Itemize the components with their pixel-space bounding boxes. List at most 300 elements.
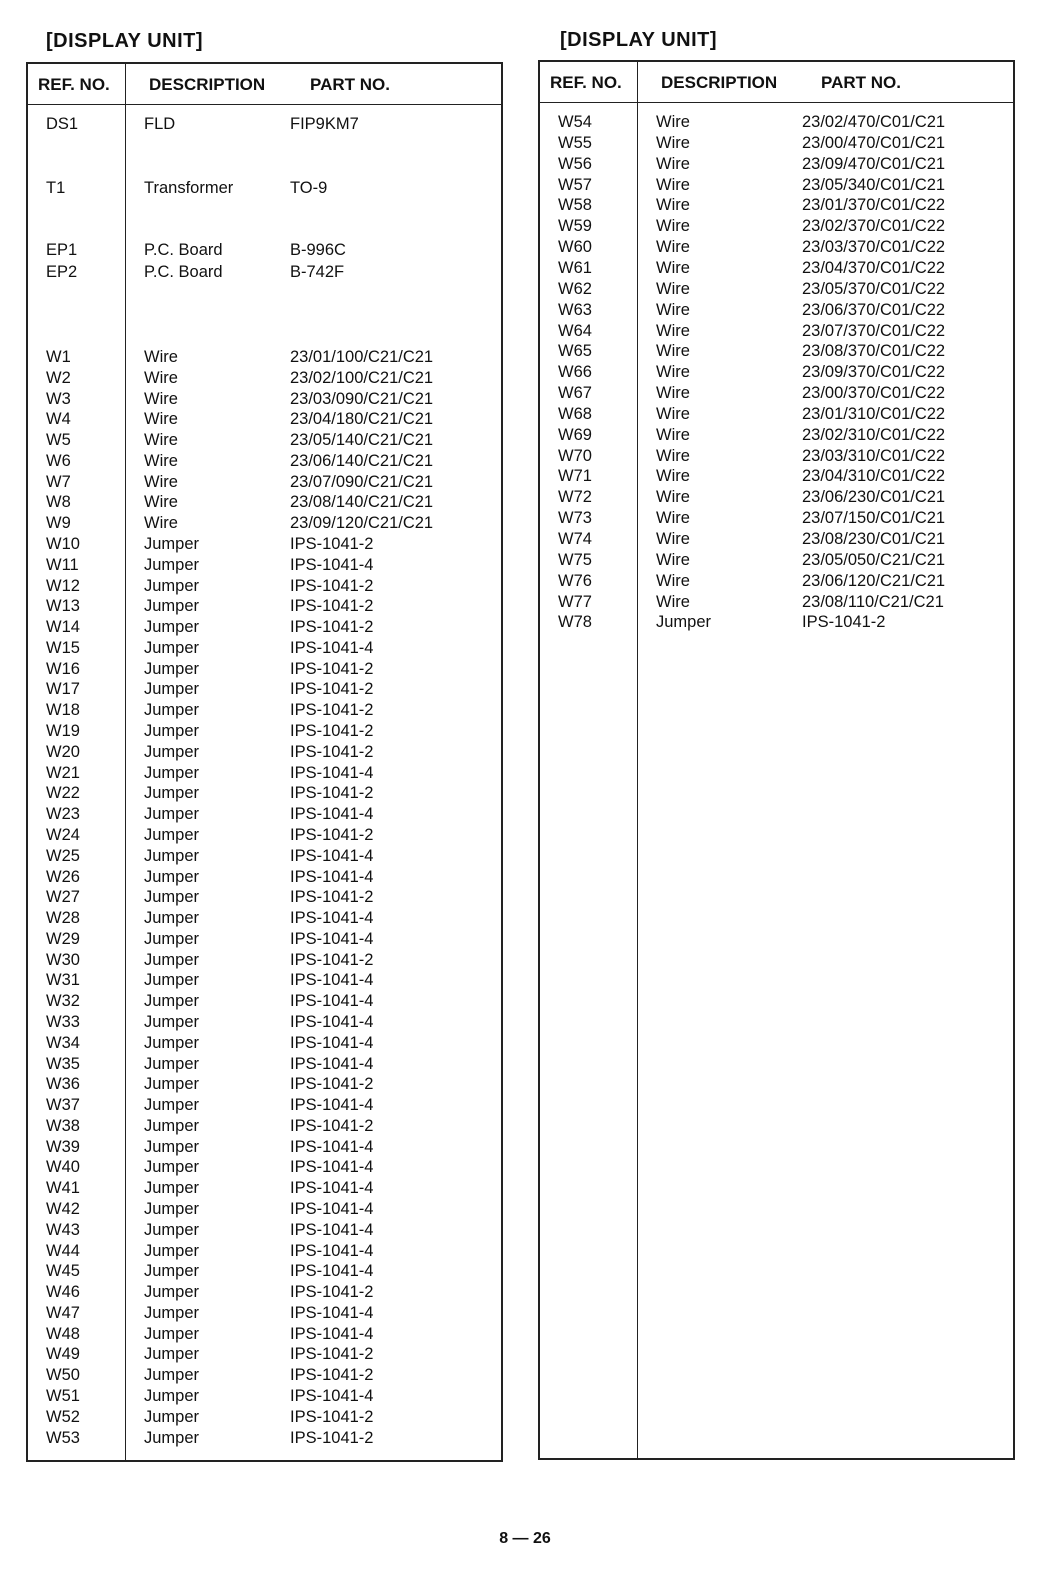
table-row [28, 1095, 501, 1116]
part-no-cell: IPS-1041-2 [290, 888, 374, 907]
description-cell: Jumper [144, 929, 200, 948]
table-row [28, 1012, 501, 1033]
table-row [28, 950, 501, 971]
table-row [28, 1324, 501, 1345]
table-row [28, 1199, 501, 1220]
table-row [28, 659, 501, 680]
part-no-cell: 23/02/370/C01/C22 [802, 217, 946, 236]
left-section-title: [DISPLAY UNIT] [46, 30, 204, 52]
description-cell: Wire [656, 592, 690, 611]
part-no-cell: 23/01/310/C01/C22 [802, 404, 946, 423]
part-no-cell: B-996C [290, 241, 346, 259]
ref-no-cell: W21 [46, 763, 80, 782]
ref-no-cell: W33 [46, 1012, 80, 1031]
part-no-cell: IPS-1041-2 [802, 613, 886, 632]
part-no-cell: IPS-1041-4 [290, 1158, 374, 1177]
description-cell: Jumper [144, 1303, 200, 1322]
ref-no-cell: W10 [46, 535, 80, 554]
description-cell: Jumper [144, 846, 200, 865]
part-no-cell: 23/03/090/C21/C21 [290, 389, 434, 408]
part-no-cell: IPS-1041-2 [290, 535, 374, 554]
description-cell: Jumper [144, 742, 200, 761]
part-no-cell: 23/03/310/C01/C22 [802, 446, 946, 465]
part-no-cell: IPS-1041-4 [290, 555, 374, 574]
part-no-cell: 23/06/120/C21/C21 [802, 571, 946, 590]
ref-no-cell: W60 [558, 238, 592, 257]
description-cell: Jumper [144, 1262, 200, 1281]
ref-no-cell: W48 [46, 1324, 80, 1343]
description-cell: Wire [144, 493, 178, 512]
description-cell: Jumper [144, 1158, 200, 1177]
ref-no-cell: W42 [46, 1199, 80, 1218]
table-row [540, 258, 1013, 279]
description-cell: Wire [656, 363, 690, 382]
ref-no-cell: W62 [558, 279, 592, 298]
table-row [28, 1261, 501, 1282]
table-row [28, 262, 501, 283]
table-row [540, 300, 1013, 321]
description-cell: Wire [656, 342, 690, 361]
part-no-cell: IPS-1041-2 [290, 784, 374, 803]
ref-no-cell: W56 [558, 154, 592, 173]
description-cell: Wire [144, 514, 178, 533]
description-cell: P.C. Board [144, 241, 223, 259]
table-row [28, 742, 501, 763]
table-row [540, 466, 1013, 487]
description-cell: Wire [656, 571, 690, 590]
table-row [28, 1054, 501, 1075]
table-row [540, 195, 1013, 216]
ref-no-cell: W30 [46, 950, 80, 969]
part-no-cell: IPS-1041-2 [290, 722, 374, 741]
description-cell: Wire [656, 509, 690, 528]
table-row [28, 347, 501, 368]
ref-no-cell: W61 [558, 258, 592, 277]
part-no-cell: 23/01/100/C21/C21 [290, 348, 434, 366]
table-row [28, 451, 501, 472]
part-no-cell: 23/04/310/C01/C22 [802, 467, 946, 486]
part-no-cell: 23/02/310/C01/C22 [802, 425, 946, 444]
ref-no-cell: W31 [46, 971, 80, 990]
ref-no-cell: W12 [46, 576, 80, 595]
part-no-cell: 23/07/150/C01/C21 [802, 509, 946, 528]
description-cell: Jumper [144, 701, 200, 720]
part-no-cell: 23/05/140/C21/C21 [290, 431, 434, 450]
part-no-cell: IPS-1041-2 [290, 1075, 374, 1094]
part-no-cell: 23/06/370/C01/C22 [802, 300, 946, 319]
part-no-cell: IPS-1041-4 [290, 1324, 374, 1343]
table-row [540, 529, 1013, 550]
part-no-cell: IPS-1041-4 [290, 1262, 374, 1281]
table-row [540, 216, 1013, 237]
description-cell: Jumper [144, 909, 200, 928]
part-no-cell: 23/05/050/C21/C21 [802, 550, 946, 569]
description-cell: Jumper [144, 1241, 200, 1260]
ref-no-cell: W32 [46, 992, 80, 1011]
ref-no-cell: W27 [46, 888, 80, 907]
part-no-cell: IPS-1041-2 [290, 1366, 374, 1385]
ref-no-cell: W25 [46, 846, 80, 865]
part-no-cell: IPS-1041-2 [290, 701, 374, 720]
description-cell: Jumper [144, 659, 200, 678]
ref-no-cell: W73 [558, 509, 592, 528]
table-row [28, 513, 501, 534]
description-cell: Wire [656, 217, 690, 236]
ref-no-cell: W7 [46, 472, 71, 491]
ref-no-cell: W2 [46, 368, 71, 387]
header-part-no: PART NO. [310, 75, 390, 94]
description-cell: Wire [656, 425, 690, 444]
ref-no-cell: W6 [46, 451, 71, 470]
ref-no-cell: W49 [46, 1345, 80, 1364]
right-section-title: [DISPLAY UNIT] [560, 29, 718, 51]
description-cell: Jumper [144, 1179, 200, 1198]
ref-no-cell: W4 [46, 410, 71, 429]
table-row [540, 321, 1013, 342]
description-cell: Jumper [144, 1033, 200, 1052]
description-cell: Jumper [144, 888, 200, 907]
table-row [540, 425, 1013, 446]
table-row [28, 1157, 501, 1178]
description-cell: Jumper [144, 763, 200, 782]
table-row [540, 112, 1013, 133]
description-cell: Jumper [144, 1054, 200, 1073]
part-no-cell: 23/07/370/C01/C22 [802, 321, 946, 340]
ref-no-cell: W28 [46, 909, 80, 928]
part-no-cell: IPS-1041-4 [290, 805, 374, 824]
description-cell: Jumper [144, 722, 200, 741]
part-no-cell: 23/05/370/C01/C22 [802, 279, 946, 298]
part-no-cell: IPS-1041-4 [290, 909, 374, 928]
description-cell: Wire [656, 467, 690, 486]
description-cell: Wire [656, 279, 690, 298]
ref-no-cell: W50 [46, 1366, 80, 1385]
part-no-cell: 23/06/140/C21/C21 [290, 451, 434, 470]
part-no-cell: 23/05/340/C01/C21 [802, 175, 946, 194]
table-row [28, 970, 501, 991]
table-row [28, 783, 501, 804]
part-no-cell: IPS-1041-2 [290, 576, 374, 595]
ref-no-cell: W14 [46, 618, 80, 637]
description-cell: Wire [656, 133, 690, 152]
part-no-cell: IPS-1041-2 [290, 1345, 374, 1364]
description-cell: Jumper [144, 867, 200, 886]
page-number: 8 — 26 [499, 1530, 551, 1547]
ref-no-cell: W5 [46, 431, 71, 450]
description-cell: Jumper [144, 535, 200, 554]
description-cell: Wire [656, 300, 690, 319]
part-no-cell: IPS-1041-4 [290, 1033, 374, 1052]
ref-no-cell: W38 [46, 1116, 80, 1135]
table-row [28, 1428, 501, 1449]
ref-no-cell: W40 [46, 1158, 80, 1177]
table-row [28, 114, 501, 135]
table-row [540, 154, 1013, 175]
table-row [540, 592, 1013, 613]
part-no-cell: B-742F [290, 263, 345, 281]
description-cell: Wire [656, 238, 690, 257]
table-row [28, 534, 501, 555]
table-row [28, 1178, 501, 1199]
table-row [540, 508, 1013, 529]
table-row [28, 617, 501, 638]
ref-no-cell: W19 [46, 722, 80, 741]
description-cell: Wire [656, 404, 690, 423]
description-cell: Jumper [144, 1199, 200, 1218]
table-row [28, 1074, 501, 1095]
ref-no-cell: W69 [558, 425, 592, 444]
description-cell: Wire [144, 389, 178, 408]
ref-no-cell: W23 [46, 805, 80, 824]
ref-no-cell: W35 [46, 1054, 80, 1073]
ref-no-cell: W45 [46, 1262, 80, 1281]
table-row [28, 825, 501, 846]
description-cell: Wire [656, 113, 690, 131]
table-row [28, 1386, 501, 1407]
ref-no-cell: W55 [558, 133, 592, 152]
description-cell: Jumper [144, 597, 200, 616]
description-cell: Wire [144, 348, 178, 366]
part-no-cell: IPS-1041-4 [290, 1137, 374, 1156]
description-cell: Jumper [144, 1283, 200, 1302]
description-cell: Jumper [144, 1428, 200, 1447]
description-cell: Jumper [144, 1407, 200, 1426]
part-no-cell: IPS-1041-4 [290, 971, 374, 990]
table-row [28, 596, 501, 617]
table-row [28, 638, 501, 659]
part-no-cell: 23/00/470/C01/C21 [802, 133, 946, 152]
header-description: DESCRIPTION [661, 73, 778, 92]
table-row [540, 341, 1013, 362]
ref-no-cell: W8 [46, 493, 71, 512]
ref-no-cell: W29 [46, 929, 80, 948]
description-cell: Wire [656, 175, 690, 194]
table-row [540, 550, 1013, 571]
header-ref-no: REF. NO. [38, 75, 110, 94]
part-no-cell: IPS-1041-2 [290, 1283, 374, 1302]
description-cell: Transformer [144, 179, 234, 197]
ref-no-cell: W77 [558, 592, 592, 611]
table-header [540, 62, 1013, 103]
table-row [28, 721, 501, 742]
ref-no-cell: W16 [46, 659, 80, 678]
table-row [28, 929, 501, 950]
part-no-cell: 23/07/090/C21/C21 [290, 472, 434, 491]
ref-no-cell: W78 [558, 613, 592, 632]
part-no-cell: IPS-1041-2 [290, 1407, 374, 1426]
ref-no-cell: W52 [46, 1407, 80, 1426]
table-row [28, 991, 501, 1012]
table-row [28, 1241, 501, 1262]
ref-no-cell: W57 [558, 175, 592, 194]
right-parts-table [538, 60, 1015, 1460]
part-no-cell: IPS-1041-2 [290, 1428, 374, 1447]
part-no-cell: IPS-1041-2 [290, 825, 374, 844]
table-row [28, 700, 501, 721]
ref-no-cell: W68 [558, 404, 592, 423]
part-no-cell: IPS-1041-4 [290, 1096, 374, 1115]
ref-no-cell: W41 [46, 1179, 80, 1198]
ref-no-cell: W9 [46, 514, 71, 533]
part-no-cell: 23/02/470/C01/C21 [802, 113, 946, 131]
description-cell: Jumper [656, 613, 712, 632]
table-row [28, 679, 501, 700]
header-part-no: PART NO. [821, 73, 901, 92]
part-no-cell: IPS-1041-4 [290, 638, 374, 657]
part-no-cell: 23/08/230/C01/C21 [802, 530, 946, 548]
part-no-cell: IPS-1041-2 [290, 659, 374, 678]
description-cell: Wire [144, 472, 178, 491]
description-cell: Jumper [144, 1220, 200, 1239]
description-cell: Jumper [144, 784, 200, 803]
description-cell: FLD [144, 115, 176, 133]
description-cell: Jumper [144, 1137, 200, 1156]
table-row [540, 446, 1013, 467]
part-no-cell: IPS-1041-4 [290, 1387, 374, 1405]
table-row [540, 383, 1013, 404]
header-ref-no: REF. NO. [550, 73, 622, 92]
ref-no-cell: W65 [558, 342, 592, 361]
description-cell: Jumper [144, 1366, 200, 1385]
ref-no-cell: W22 [46, 784, 80, 803]
part-no-cell: IPS-1041-4 [290, 867, 374, 886]
ref-no-cell: DS1 [46, 115, 79, 133]
part-no-cell: 23/04/370/C01/C22 [802, 258, 946, 277]
part-no-cell: IPS-1041-4 [290, 992, 374, 1011]
part-no-cell: IPS-1041-2 [290, 1116, 374, 1135]
table-row [540, 175, 1013, 196]
part-no-cell: IPS-1041-4 [290, 763, 374, 782]
part-no-cell: IPS-1041-2 [290, 618, 374, 637]
table-row [28, 1116, 501, 1137]
table-row [28, 1220, 501, 1241]
part-no-cell: IPS-1041-4 [290, 929, 374, 948]
table-row [540, 279, 1013, 300]
description-cell: Wire [656, 446, 690, 465]
table-row [540, 237, 1013, 258]
ref-no-cell: W26 [46, 867, 80, 886]
ref-no-cell: W15 [46, 638, 80, 657]
ref-no-cell: T1 [46, 179, 66, 197]
table-row [28, 178, 501, 199]
table-row [540, 362, 1013, 383]
description-cell: Jumper [144, 1116, 200, 1135]
table-row [28, 409, 501, 430]
part-no-cell: IPS-1041-4 [290, 1303, 374, 1322]
description-cell: Jumper [144, 576, 200, 595]
ref-no-cell: W74 [558, 530, 592, 548]
part-no-cell: 23/08/140/C21/C21 [290, 493, 434, 512]
ref-no-cell: W64 [558, 321, 592, 340]
part-no-cell: IPS-1041-4 [290, 846, 374, 865]
description-cell: Jumper [144, 1012, 200, 1031]
table-row [28, 1344, 501, 1365]
part-no-cell: 23/03/370/C01/C22 [802, 238, 946, 257]
ref-no-cell: W46 [46, 1283, 80, 1302]
part-no-cell: IPS-1041-4 [290, 1179, 374, 1198]
table-row [540, 133, 1013, 154]
table-row [28, 430, 501, 451]
description-cell: Wire [656, 196, 690, 215]
table-row [28, 867, 501, 888]
part-no-cell: IPS-1041-4 [290, 1241, 374, 1260]
ref-no-cell: W66 [558, 363, 592, 382]
part-no-cell: IPS-1041-2 [290, 680, 374, 699]
part-no-cell: IPS-1041-4 [290, 1220, 374, 1239]
table-row [28, 240, 501, 261]
ref-no-cell: W13 [46, 597, 80, 616]
ref-no-cell: W58 [558, 196, 592, 215]
description-cell: Wire [144, 410, 178, 429]
description-cell: Jumper [144, 1345, 200, 1364]
description-cell: Jumper [144, 555, 200, 574]
ref-no-cell: W11 [46, 555, 79, 574]
ref-no-cell: W75 [558, 550, 592, 569]
ref-no-cell: W34 [46, 1033, 80, 1052]
description-cell: Wire [656, 550, 690, 569]
ref-no-cell: W70 [558, 446, 592, 465]
description-cell: Wire [656, 258, 690, 277]
part-no-cell: IPS-1041-2 [290, 597, 374, 616]
description-cell: Jumper [144, 1075, 200, 1094]
left-parts-table [26, 62, 503, 1462]
table-row [28, 1282, 501, 1303]
description-cell: Wire [144, 431, 178, 450]
part-no-cell: IPS-1041-4 [290, 1199, 374, 1218]
table-row [28, 1365, 501, 1386]
ref-no-cell: W76 [558, 571, 592, 590]
description-cell: Jumper [144, 638, 200, 657]
part-no-cell: IPS-1041-4 [290, 1054, 374, 1073]
ref-no-cell: W72 [558, 488, 592, 507]
description-cell: P.C. Board [144, 263, 223, 281]
ref-no-cell: W37 [46, 1096, 80, 1115]
ref-no-cell: W63 [558, 300, 592, 319]
table-row [28, 1407, 501, 1428]
table-row [540, 571, 1013, 592]
part-no-cell: 23/06/230/C01/C21 [802, 488, 946, 507]
description-cell: Jumper [144, 992, 200, 1011]
ref-no-cell: W20 [46, 742, 80, 761]
ref-no-cell: W17 [46, 680, 80, 699]
description-cell: Jumper [144, 971, 200, 990]
ref-no-cell: W47 [46, 1303, 80, 1322]
table-row [28, 472, 501, 493]
ref-no-cell: W3 [46, 389, 71, 408]
ref-no-cell: W59 [558, 217, 592, 236]
table-row [28, 1303, 501, 1324]
ref-no-cell: W54 [558, 113, 592, 131]
description-cell: Wire [656, 154, 690, 173]
part-no-cell: IPS-1041-2 [290, 742, 374, 761]
table-row [28, 763, 501, 784]
part-no-cell: 23/00/370/C01/C22 [802, 384, 946, 403]
ref-no-cell: W43 [46, 1220, 80, 1239]
description-cell: Wire [656, 530, 690, 548]
part-no-cell: 23/09/120/C21/C21 [290, 514, 434, 533]
description-cell: Jumper [144, 1324, 200, 1343]
part-no-cell: IPS-1041-2 [290, 950, 374, 969]
ref-no-cell: EP1 [46, 241, 78, 259]
ref-no-cell: W24 [46, 825, 80, 844]
part-no-cell: 23/02/100/C21/C21 [290, 368, 434, 387]
part-no-cell: 23/09/470/C01/C21 [802, 154, 946, 173]
ref-no-cell: W39 [46, 1137, 80, 1156]
part-no-cell: 23/01/370/C01/C22 [802, 196, 946, 215]
description-cell: Jumper [144, 1096, 200, 1115]
ref-no-cell: W36 [46, 1075, 80, 1094]
header-description: DESCRIPTION [149, 75, 266, 94]
